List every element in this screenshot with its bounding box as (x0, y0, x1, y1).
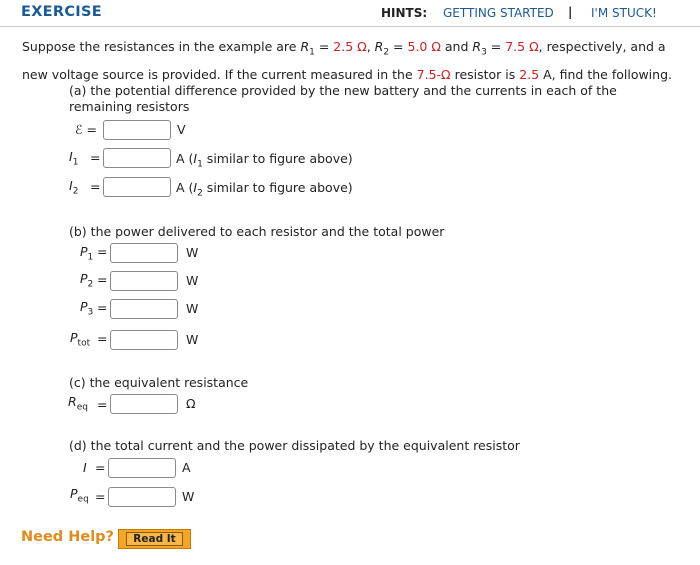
p2-input[interactable] (110, 271, 178, 291)
p3-unit: W (186, 301, 199, 316)
i-total-unit: A (182, 460, 191, 475)
read-it-button[interactable]: Read It (118, 529, 191, 549)
i2-equals: = (90, 179, 101, 194)
p2-label: $P_2$ (80, 271, 94, 290)
i-total-input[interactable] (108, 458, 176, 478)
part-d-question: (d) the total current and the power dissipated by the equivalent resistor (69, 438, 520, 453)
measured-resistor-value: 7.5-Ω (416, 66, 451, 82)
i1-equals: = (90, 150, 101, 165)
exercise-title: EXERCISE (21, 4, 102, 20)
p1-unit: W (186, 245, 199, 260)
ptot-input[interactable] (110, 330, 178, 350)
i2-unit: A ($I_2$ similar to figure above) (176, 180, 353, 199)
i1-unit: A ($I_1$ similar to figure above) (176, 151, 353, 170)
p2-equals: = (97, 272, 108, 287)
req-equals: = (97, 397, 108, 412)
r2-value: 5.0 Ω (407, 39, 441, 54)
i1-label: $I_1$ (69, 149, 79, 168)
p3-equals: = (97, 300, 108, 315)
im-stuck-link[interactable]: I'M STUCK! (591, 6, 657, 20)
emf-input[interactable] (103, 120, 171, 140)
req-input[interactable] (110, 394, 178, 414)
p1-label: $P_1$ (80, 244, 94, 263)
emf-unit: V (177, 122, 186, 137)
ptot-equals: = (97, 331, 108, 346)
hints-label: HINTS: (381, 6, 428, 20)
part-b-question: (b) the power delivered to each resistor and the total power (69, 224, 445, 239)
r3-value: 7.5 Ω (505, 39, 539, 54)
ptot-unit: W (186, 332, 199, 347)
peq-input[interactable] (108, 487, 176, 507)
p3-label: $P_3$ (80, 299, 94, 318)
i2-input[interactable] (103, 177, 171, 197)
emf-label: ℰ = (75, 122, 98, 137)
r1-value: 2.5 Ω (333, 39, 367, 54)
getting-started-link[interactable]: GETTING STARTED (443, 6, 554, 20)
part-a-question: (a) the potential difference provided by the new battery and the currents in each of the remaining resistors (69, 83, 617, 114)
i-total-label: I (83, 460, 87, 475)
peq-label: $P_{eq}$ (70, 486, 89, 505)
hint-separator: | (568, 5, 573, 19)
req-label: $R_{eq}$ (68, 394, 88, 413)
p3-input[interactable] (110, 299, 178, 319)
req-unit: Ω (186, 396, 196, 411)
part-c-question: (c) the equivalent resistance (69, 375, 249, 390)
peq-unit: W (182, 489, 195, 504)
i-total-equals: = (95, 460, 106, 475)
peq-equals: = (95, 489, 106, 504)
need-help-label: Need Help? (21, 529, 114, 545)
measured-current-value: 2.5 (519, 66, 540, 82)
i2-label: $I_2$ (69, 178, 79, 197)
p1-equals: = (97, 244, 108, 259)
p2-unit: W (186, 273, 199, 288)
p1-input[interactable] (110, 243, 178, 263)
problem-statement: Suppose the resistances in the example are $R_1 = 2.5$ Ω, $R_2 = 5.0$ Ω and $R_3 = 7.5$ Ω, respectively, and a new voltage source is provided. If the current measured in the 7.5-Ω resistor is 2.5 A, find the following. (22, 39, 672, 82)
i1-input[interactable] (103, 148, 171, 168)
ptot-label: $P_{tot}$ (70, 330, 91, 349)
